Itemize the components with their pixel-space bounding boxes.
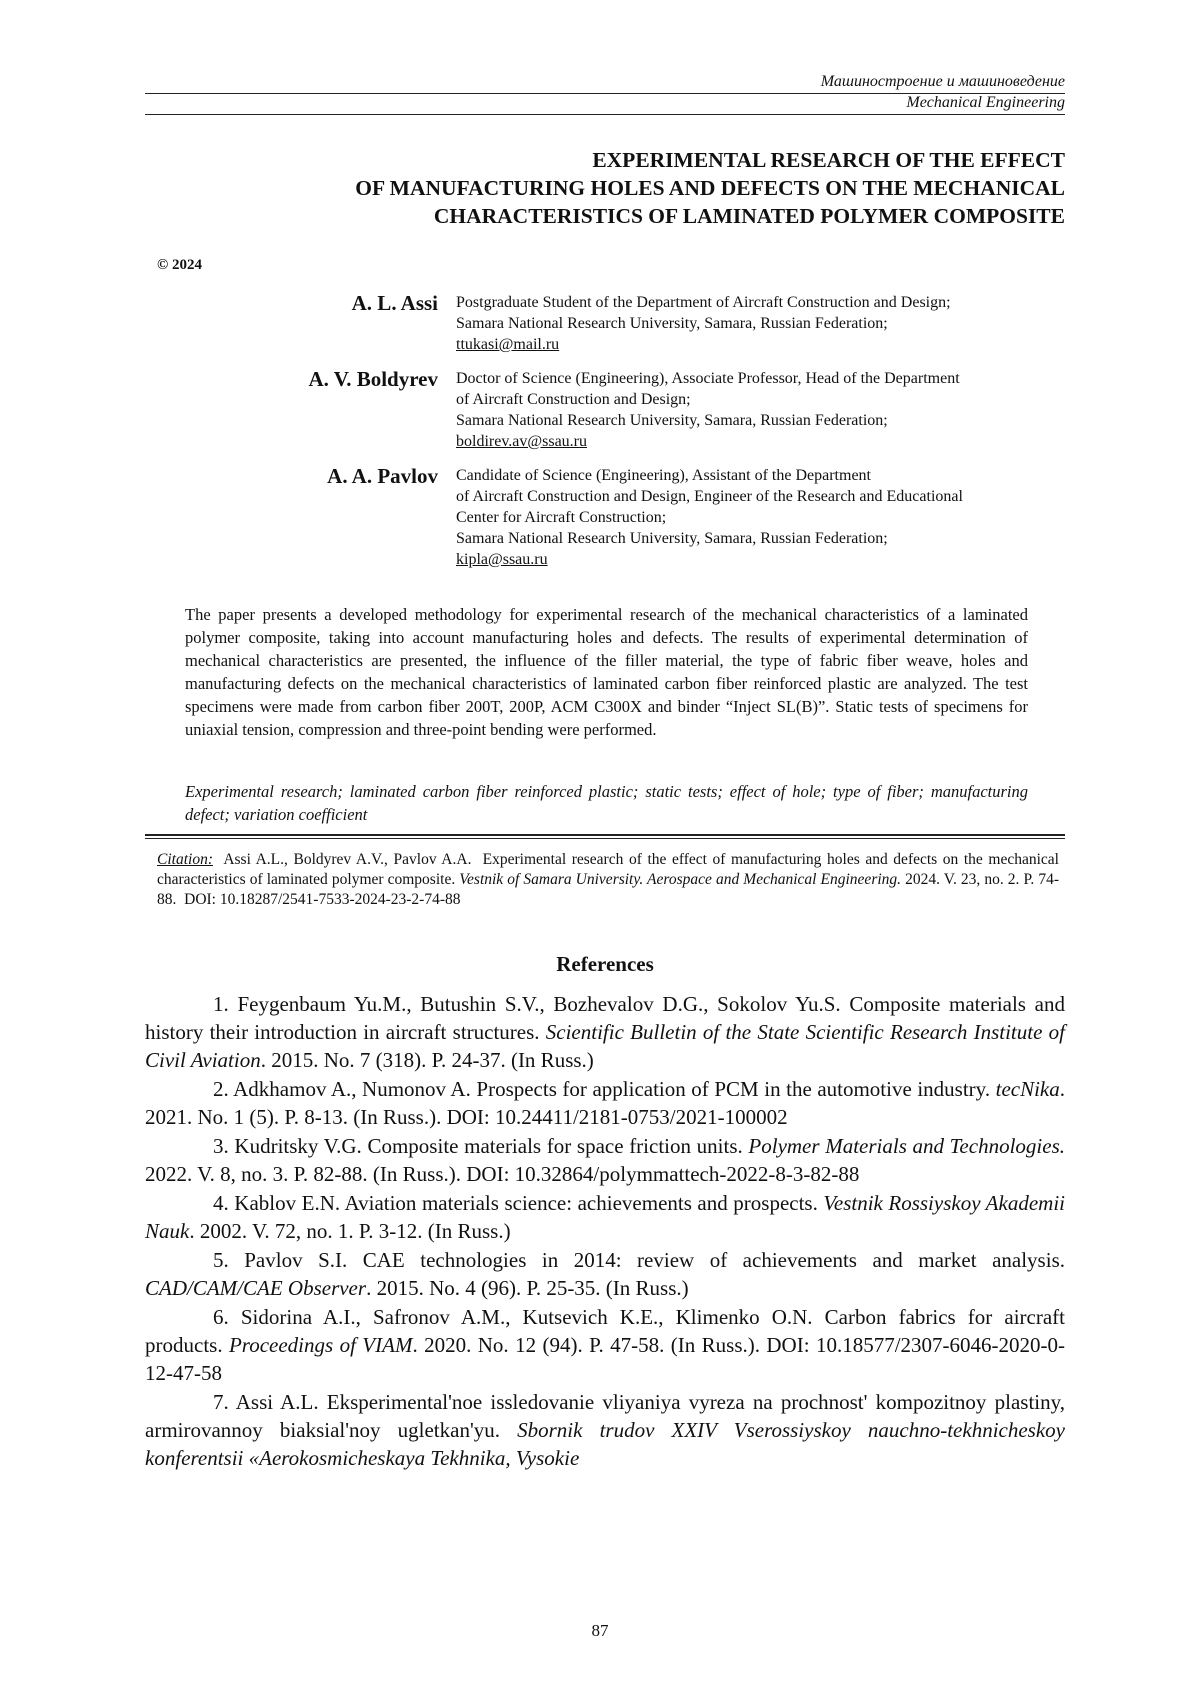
page-number: 87 xyxy=(591,1621,609,1640)
affiliation-line: Samara National Research University, Samara, Russian Federation; xyxy=(456,315,888,332)
citation-label: Citation: xyxy=(157,851,213,868)
title-line: CHARACTERISTICS OF LAMINATED POLYMER COMPOSITE xyxy=(433,204,1065,228)
reference-item: 7. Assi A.L. Eksperimental'noe issledovanie vliyaniya vyreza na prochnost' kompozitnoy plastiny, armirovannoy biaksial'noy ugletkan'yu. Sbornik trudov XXIV Vserossiyskoy nauchno-tekhnicheskoy konferentsii «Aerokosmicheskaya Tekhnika, Vysokie xyxy=(145,1390,1065,1470)
author-affiliation xyxy=(456,292,1096,355)
reference-item: 3. Kudritsky V.G. Composite materials for space friction units. Polymer Materials and Technologies. 2022. V. 8, no. 3. P. 82-88. (In Russ.). DOI: 10.32864/polymmattech-2022-8-3-82-88 xyxy=(145,1134,1065,1186)
title-line: EXPERIMENTAL RESEARCH OF THE EFFECT xyxy=(592,148,1065,172)
copyright: © 2024 xyxy=(157,257,202,273)
running-header-english: Mechanical Engineering xyxy=(145,93,1065,115)
title-line: OF MANUFACTURING HOLES AND DEFECTS ON THE MECHANICAL xyxy=(355,176,1065,200)
reference-item: 6. Sidorina A.I., Safronov A.M., Kutsevich K.E., Klimenko O.N. Carbon fabrics for aircraft products. Proceedings of VIAM. 2020. No. 12 (94). P. 47-58. (In Russ.). DOI: 10.18577/2307-6046-2020-0-12-47-58 xyxy=(145,1305,1065,1385)
citation xyxy=(157,850,1059,910)
author-name: A. A. Pavlov xyxy=(327,464,438,488)
keywords: Experimental research; laminated carbon fiber reinforced plastic; static tests; effect of hole; type of fiber; manufacturing defect; variation coefficient xyxy=(185,782,1028,824)
affiliation-line: Postgraduate Student of the Department of Aircraft Construction and Design; xyxy=(456,294,951,311)
author-email-link[interactable]: ttukasi@mail.ru xyxy=(456,336,560,353)
reference-item: 1. Feygenbaum Yu.M., Butushin S.V., Bozhevalov D.G., Sokolov Yu.S. Composite materials and history their introduction in aircraft structures. Scientific Bulletin of the State Scientific Research Institute of Civil Aviation. 2015. No. 7 (318). P. 24-37. (In Russ.) xyxy=(145,992,1065,1072)
author-name: A. V. Boldyrev xyxy=(308,367,438,391)
author-affiliation xyxy=(456,368,1096,452)
author-email-link[interactable]: kipla@ssau.ru xyxy=(456,551,548,568)
citation-details: 2024. V. 23, no. 2. P. 74-88. xyxy=(157,871,1060,908)
reference-item: 5. Pavlov S.I. CAE technologies in 2014: review of achievements and market analysis. CAD/CAM/CAE Observer. 2015. No. 4 (96). P. 25-35. (In Russ.) xyxy=(145,1248,1065,1300)
citation-divider xyxy=(145,834,1065,836)
affiliation-line: Candidate of Science (Engineering), Assistant of the Department xyxy=(456,467,871,484)
reference-item: 2. Adkhamov A., Numonov A. Prospects for application of PCM in the automotive industry. tecNika. 2021. No. 1 (5). P. 8-13. (In Russ.). DOI: 10.24411/2181-0753/2021-100002 xyxy=(145,1077,1065,1129)
author-affiliation xyxy=(456,465,1096,570)
reference-item: 4. Kablov E.N. Aviation materials science: achievements and prospects. Vestnik Rossiyskoy Akademii Nauk. 2002. V. 72, no. 1. P. 3-12. (In Russ.) xyxy=(145,1191,1065,1243)
affiliation-line: Samara National Research University, Samara, Russian Federation; xyxy=(456,530,888,547)
affiliation-line: Center for Aircraft Construction; xyxy=(456,509,667,526)
affiliation-line: Doctor of Science (Engineering), Associate Professor, Head of the Department xyxy=(456,370,960,387)
citation-authors: Assi A.L., Boldyrev A.V., Pavlov A.A. xyxy=(223,851,472,868)
article-title xyxy=(145,146,1065,230)
citation-title: Experimental research of the effect of manufacturing holes and defects on the mechanical characteristics of laminated polymer composite. xyxy=(157,851,1059,888)
citation-journal: Vestnik of Samara University. Aerospace and Mechanical Engineering. xyxy=(459,871,902,888)
citation-divider xyxy=(145,838,1065,839)
affiliation-line: of Aircraft Construction and Design; xyxy=(456,391,691,408)
author-email-link[interactable]: boldirev.av@ssau.ru xyxy=(456,433,587,450)
references-heading: References xyxy=(556,952,654,976)
author-name: A. L. Assi xyxy=(351,291,438,315)
references-list xyxy=(145,990,1065,1473)
affiliation-line: Samara National Research University, Samara, Russian Federation; xyxy=(456,412,888,429)
running-header-russian: Машиностроение и машиноведение xyxy=(145,72,1065,94)
affiliation-line: of Aircraft Construction and Design, Engineer of the Research and Educational xyxy=(456,488,963,505)
citation-doi: DOI: 10.18287/2541-7533-2024-23-2-74-88 xyxy=(184,891,461,908)
abstract: The paper presents a developed methodology for experimental research of the mechanical characteristics of a laminated polymer composite, taking into account manufacturing holes and defects. The results of experimental determination of mechanical characteristics are presented, the influence of the filler material, the type of fabric fiber weave, holes and manufacturing defects on the mechanical characteristics of laminated carbon fiber reinforced plastic are analyzed. The test specimens were made from carbon fiber 200T, 200P, ACM C300X and binder “Inject SL(B)”. Static tests of specimens for uniaxial tension, compression and three-point bending were performed. xyxy=(185,605,1028,739)
